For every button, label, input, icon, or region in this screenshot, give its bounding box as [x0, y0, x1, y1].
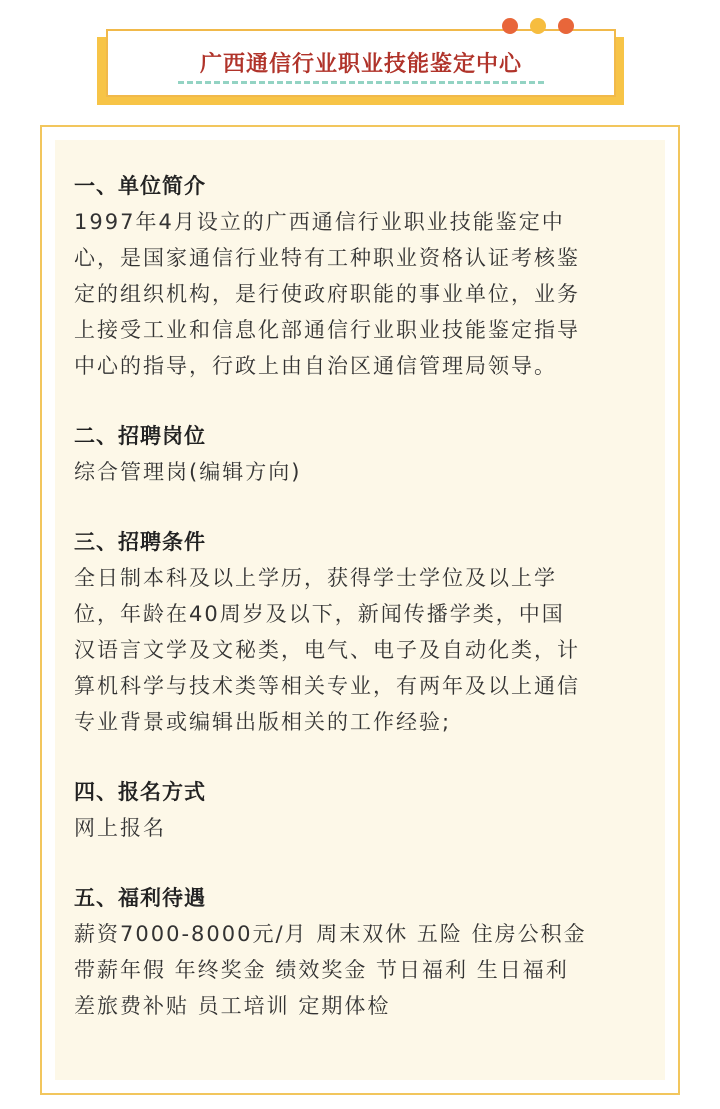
title-underline — [178, 81, 544, 84]
section-line: 差旅费补贴 员工培训 定期体检 — [74, 994, 391, 1018]
section-heading: 五、福利待遇 — [74, 886, 206, 910]
section-position — [74, 418, 650, 490]
section-line: 定的组织机构，是行使政府职能的事业单位，业务 — [74, 282, 580, 306]
page-title: 广西通信行业职业技能鉴定中心 — [199, 52, 522, 77]
section-line: 中心的指导，行政上由自治区通信管理局领导。 — [74, 354, 557, 378]
section-line: 带薪年假 年终奖金 绩效奖金 节日福利 生日福利 — [74, 958, 569, 982]
section-requirements — [74, 524, 650, 740]
section-line: 综合管理岗(编辑方向) — [74, 460, 302, 484]
section-line: 1997年4月设立的广西通信行业职业技能鉴定中 — [74, 210, 565, 234]
section-line: 专业背景或编辑出版相关的工作经验; — [74, 710, 452, 734]
section-line: 算机科学与技术类等相关专业，有两年及以上通信 — [74, 674, 580, 698]
header-box — [106, 29, 616, 97]
section-line: 网上报名 — [74, 816, 166, 840]
dot-icon — [530, 18, 546, 34]
dot-icon — [558, 18, 574, 34]
section-line: 上接受工业和信息化部通信行业职业技能鉴定指导 — [74, 318, 580, 342]
section-line: 位，年龄在40周岁及以下，新闻传播学类，中国 — [74, 602, 565, 626]
section-line: 全日制本科及以上学历，获得学士学位及以上学 — [74, 566, 557, 590]
section-heading: 四、报名方式 — [74, 780, 206, 804]
section-benefits — [74, 880, 650, 1024]
dot-icon — [502, 18, 518, 34]
section-heading: 一、单位简介 — [74, 174, 206, 198]
section-line: 心，是国家通信行业特有工种职业资格认证考核鉴 — [74, 246, 580, 270]
section-application — [74, 774, 650, 846]
section-line: 汉语言文学及文秘类，电气、电子及自动化类，计 — [74, 638, 580, 662]
section-intro — [74, 168, 650, 384]
section-line: 薪资7000-8000元/月 周末双休 五险 住房公积金 — [74, 922, 587, 946]
section-heading: 二、招聘岗位 — [74, 424, 206, 448]
content-body — [74, 168, 650, 1058]
section-heading: 三、招聘条件 — [74, 530, 206, 554]
